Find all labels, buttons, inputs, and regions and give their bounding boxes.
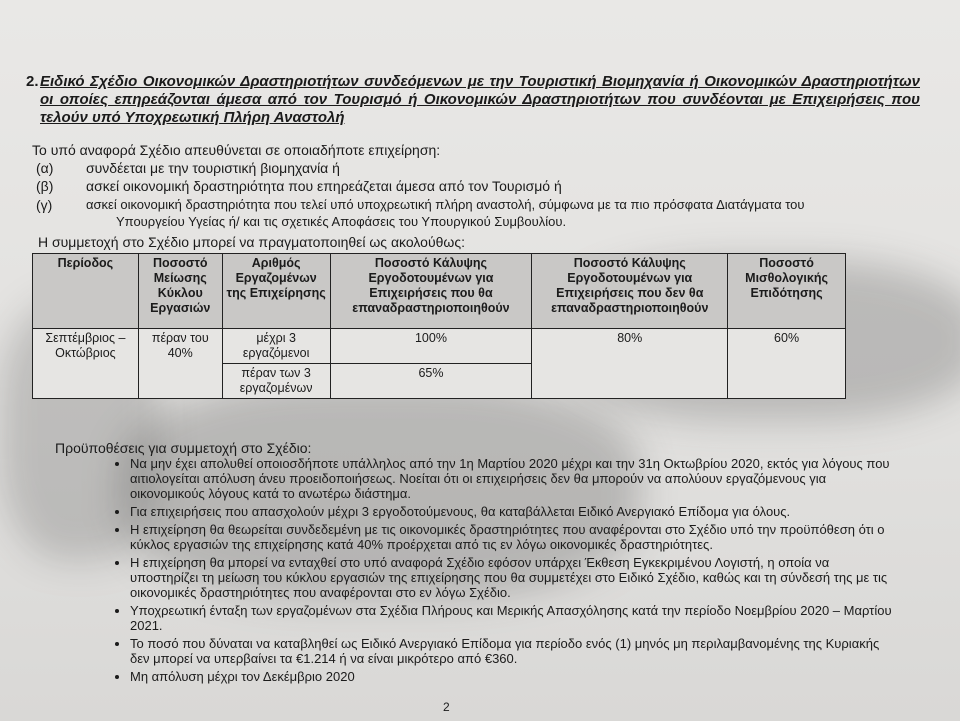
cell-reduction: πέραν του 40% [138,329,222,399]
header-reduction: Ποσοστό Μείωσης Κύκλου Εργασιών [138,254,222,329]
item-text: συνδέεται με την τουριστική βιομηχανία ή [86,160,340,176]
condition-item: • Για επιχειρήσεις που απασχολούν μέχρι 3 εργοδοτούμενους, θα καταβάλλεται Ειδικό Ανεργιακό Επίδομα για όλους. [130,504,900,519]
table-row [33,329,846,364]
page-number: 2 [443,700,450,714]
item-text-continued: Υπουργείου Υγείας ή/ και τις σχετικές Αποφάσεις του Υπουργικού Συμβουλίου. [116,214,567,229]
condition-item: • Η επιχείρηση θα θεωρείται συνδεδεμένη με τις οικονομικές δραστηριότητες που αναφέρονται στο Σχέδιο υπό την προϋπόθεση ότι ο κύκλος εργασιών της επιχείρησης κατά 40% προέρχεται από τις εν λόγω οικονομικές δραστηριότητες. [130,522,900,552]
condition-item: • Μη απόλυση μέχρι τον Δεκέμβριο 2020 [130,669,900,684]
participation-text: Η συμμετοχή στο Σχέδιο μπορεί να πραγματοποιηθεί ως ακολούθως: [38,234,465,250]
section-heading [26,73,920,127]
table-header-row [33,254,846,329]
conditions-title: Προϋποθέσεις για συμμετοχή στο Σχέδιο: [55,440,312,456]
condition-item: • Η επιχείρηση θα μπορεί να ενταχθεί στο υπό αναφορά Σχέδιο εφόσον υπάρχει Έκθεση Εγκεκριμένου Λογιστή, η οποία να υποστηρίζει τη μείωση του κύκλου εργασιών της επιχείρησης που θα συμμετέχει στο Ειδικό Σχέδιο, καθώς και τη σύνδεσή της με τις οικονομικές δραστηριότητες που αναφέρονται στο εν λόγω Σχέδιο. [130,555,900,600]
cell-coverage-small: 100% [330,329,532,364]
conditions-list [110,456,900,687]
condition-item: • Να μην έχει απολυθεί οποιοσδήποτε υπάλληλος από την 1η Μαρτίου 2020 μέχρι και την 31η Οκτωβρίου 2020, εκτός για λόγους που αιτιολογείται απόλυση άνευ προειδοποιήσεως. Νοείται ότι οι επιχειρήσεις δεν θα μπορούν να απολύουν εργαζόμενους για οικονομικούς λόγους κατά το ανωτέρω διάστημα. [130,456,900,501]
item-text: ασκεί οικονομική δραστηριότητα που επηρεάζεται άμεσα από τον Τουρισμό ή [86,178,562,194]
section-number: 2. [26,73,39,90]
section-title: Ειδικό Σχέδιο Οικονομικών Δραστηριοτήτων συνδεόμενων με την Τουριστική Βιομηχανία ή Οικονομικών Δραστηριοτήτων οι οποίες επηρεάζονται άμεσα από τον Τουρισμό ή Οικονομικών Δραστηριοτήτων που συνδέονται με Επιχειρήσεις που τελούν υπό Υποχρεωτική Πλήρη Αναστολή [40,73,920,126]
coverage-table [32,253,846,399]
cell-employees-large: πέραν των 3 εργαζομένων [222,364,330,399]
item-label: (β) [36,178,54,194]
intro-text: Το υπό αναφορά Σχέδιο απευθύνεται σε οποιαδήποτε επιχείρηση: [32,142,441,158]
header-employees: Αριθμός Εργαζομένων της Επιχείρησης [222,254,330,329]
header-period: Περίοδος [33,254,139,329]
item-text: ασκεί οικονομική δραστηριότητα που τελεί υπό υποχρεωτική πλήρη αναστολή, σύμφωνα με τα πιο πρόσφατα Διατάγματα του [86,197,805,212]
condition-item: • Υποχρεωτική ένταξη των εργαζομένων στα Σχέδια Πλήρους και Μερικής Απασχόλησης κατά την περίοδο Νοεμβρίου 2020 – Μαρτίου 2021. [130,603,900,633]
item-label: (α) [36,160,54,176]
cell-coverage-large: 65% [330,364,532,399]
item-label: (γ) [36,197,53,213]
cell-period: Σεπτέμβριος – Οκτώβριος [33,329,139,399]
cell-subsidy: 60% [728,329,846,399]
header-coverage-not-reactivate: Ποσοστό Κάλυψης Εργοδοτουμένων για Επιχειρήσεις που δεν θα επαναδραστηριοποιηθούν [532,254,728,329]
condition-item: • Το ποσό που δύναται να καταβληθεί ως Ειδικό Ανεργιακό Επίδομα για περίοδο ενός (1) μηνός μη περιλαμβανομένης της Κυριακής δεν μπορεί να υπερβαίνει τα €1.214 ή να είναι μικρότερο από €360. [130,636,900,666]
header-coverage-reactivate: Ποσοστό Κάλυψης Εργοδοτουμένων για Επιχειρήσεις που θα επαναδραστηριοποιηθούν [330,254,532,329]
cell-coverage-not: 80% [532,329,728,399]
header-subsidy: Ποσοστό Μισθολογικής Επιδότησης [728,254,846,329]
cell-employees-small: μέχρι 3 εργαζόμενοι [222,329,330,364]
